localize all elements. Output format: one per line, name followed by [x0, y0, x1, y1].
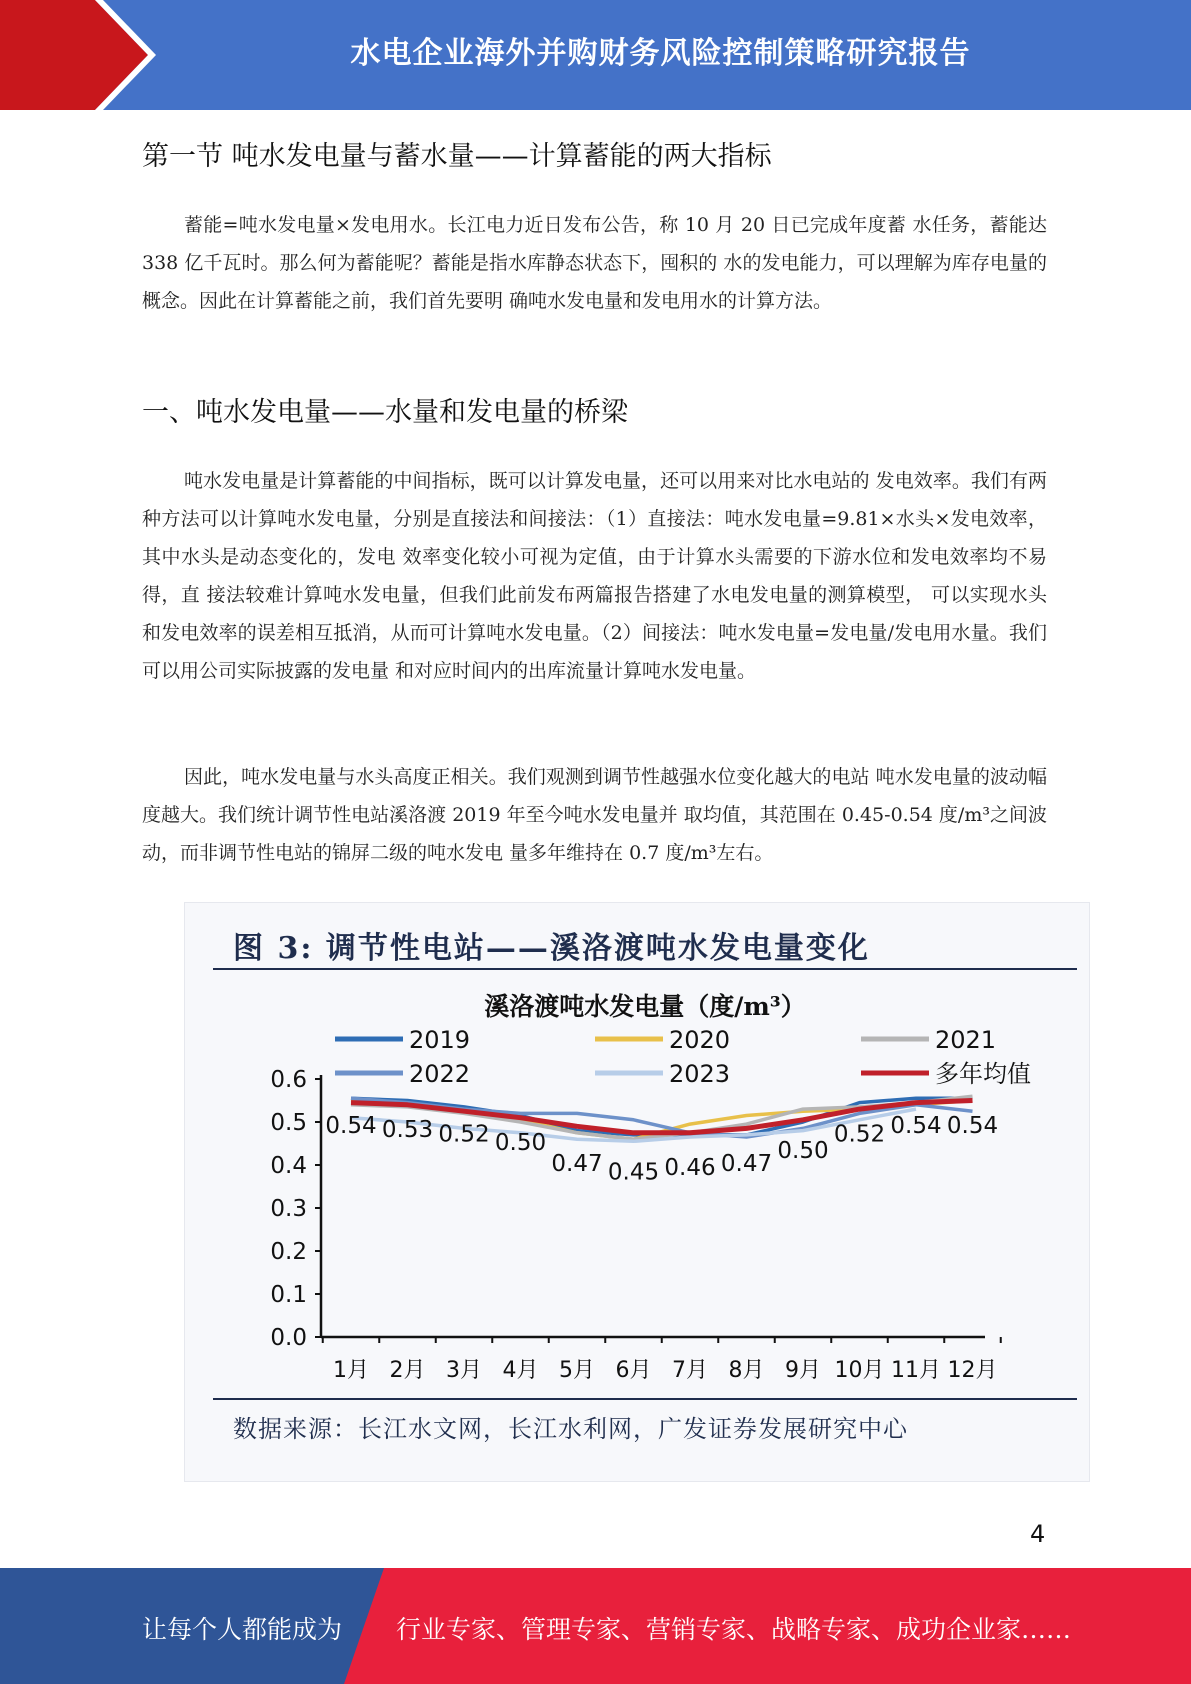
data-label: 0.47	[720, 1150, 773, 1177]
legend-label: 2021	[935, 1026, 997, 1054]
x-tick-label: 5月	[559, 1358, 595, 1383]
section-heading: 第一节 吨水发电量与蓄水量——计算蓄能的两大指标	[142, 141, 772, 172]
y-tick-label: 0.0	[270, 1325, 307, 1351]
report-title: 水电企业海外并购财务风险控制策略研究报告	[350, 36, 971, 71]
x-tick-label: 1月	[333, 1358, 369, 1383]
x-tick-label: 8月	[728, 1358, 765, 1383]
data-label: 0.52	[833, 1121, 886, 1148]
figure-caption: 图 3: 调节性电站——溪洛渡吨水发电量变化	[233, 931, 870, 966]
data-label: 0.50	[494, 1130, 547, 1156]
x-tick-label: 6月	[615, 1358, 652, 1383]
figure-source: 数据来源：长江水文网，长江水利网，广发证券发展研究中心	[233, 1415, 908, 1443]
legend-label: 多年均值	[935, 1060, 1031, 1088]
page-number: 4	[1030, 1520, 1046, 1548]
x-tick-label: 2月	[389, 1358, 426, 1383]
paragraph-2: 吨水发电量是计算蓄能的中间指标，既可以计算发电量，还可以用来对比水电站的 发电效率。我们有两种方法可以计算吨水发电量，分别是直接法和间接法：（1）直接法：吨水发电量=9.81×水头×发电效率，其中水头是动态变化的，发电 效率变化较小可视为定值，由于计算水头需要的下游水位和发电效率均不易得，直 接法较难计算吨水发电量，但我们此前发布两篇报告搭建了水电发电量的测算模型， 可以实现水头和发电效率的误差相互抵消，从而可计算吨水发电量。（2）间接法：吨水发电量=发电量/发电用水量。我们可以用公司实际披露的发电量 和对应时间内的出库流量计算吨水发电量。	[142, 470, 1047, 682]
data-label: 0.54	[325, 1112, 377, 1139]
data-label: 0.53	[381, 1117, 434, 1144]
x-tick-label: 3月	[446, 1358, 482, 1383]
figure-3	[184, 902, 1090, 1482]
data-label: 0.47	[551, 1150, 603, 1177]
y-tick-label: 0.5	[270, 1110, 307, 1136]
footer-slogan-left: 让每个人都能成为	[142, 1615, 343, 1644]
data-label: 0.52	[438, 1121, 490, 1148]
data-label: 0.46	[664, 1155, 716, 1182]
paragraph-1: 蓄能=吨水发电量×发电用水。长江电力近日发布公告，称 10 月 20 日已完成年度蓄 水任务，蓄能达 338 亿千瓦时。那么何为蓄能呢？蓄能是指水库静态状态下，囤积的 水的发电能力，可以理解为库存电量的概念。因此在计算蓄能之前，我们首先要明 确吨水发电量和发电用水的计算方法。	[142, 214, 1047, 312]
x-tick-label: 4月	[502, 1358, 539, 1383]
paragraph-3: 因此，吨水发电量与水头高度正相关。我们观测到调节性越强水位变化越大的电站 吨水发电量的波动幅度越大。我们统计调节性电站溪洛渡 2019 年至今吨水发电量并 取均值，其范围在 0.45-0.54 度/m³之间波动，而非调节性电站的锦屏二级的吨水发电 量多年维持在 0.7 度/m³左右。	[142, 766, 1047, 864]
subsection-heading: 一、吨水发电量——水量和发电量的桥梁	[142, 397, 628, 428]
data-label: 0.45	[607, 1159, 660, 1186]
legend-label: 2023	[669, 1060, 731, 1088]
x-tick-label: 12月	[947, 1358, 998, 1383]
x-tick-label: 9月	[785, 1358, 821, 1383]
x-tick-label: 7月	[672, 1358, 708, 1383]
y-tick-label: 0.1	[270, 1282, 307, 1308]
legend-label: 2019	[409, 1026, 471, 1054]
page-footer	[0, 1568, 1191, 1684]
data-label: 0.50	[777, 1138, 829, 1164]
legend-label: 2020	[669, 1026, 731, 1054]
header-arrow-decoration	[0, 0, 160, 110]
legend-label: 2022	[409, 1060, 471, 1088]
y-tick-label: 0.3	[270, 1196, 307, 1222]
page-header	[0, 0, 1191, 110]
chart-title: 溪洛渡吨水发电量（度/m³）	[484, 992, 806, 1021]
data-label: 0.54	[890, 1112, 942, 1139]
footer-slogan-right: 行业专家、管理专家、营销专家、战略专家、成功企业家……	[396, 1615, 1072, 1644]
y-tick-label: 0.6	[270, 1067, 307, 1093]
line-chart	[185, 903, 1089, 1481]
x-tick-label: 11月	[891, 1358, 941, 1383]
y-tick-label: 0.2	[270, 1239, 307, 1265]
x-tick-label: 10月	[834, 1358, 885, 1383]
data-label: 0.54	[946, 1112, 999, 1139]
y-tick-label: 0.4	[270, 1153, 307, 1179]
